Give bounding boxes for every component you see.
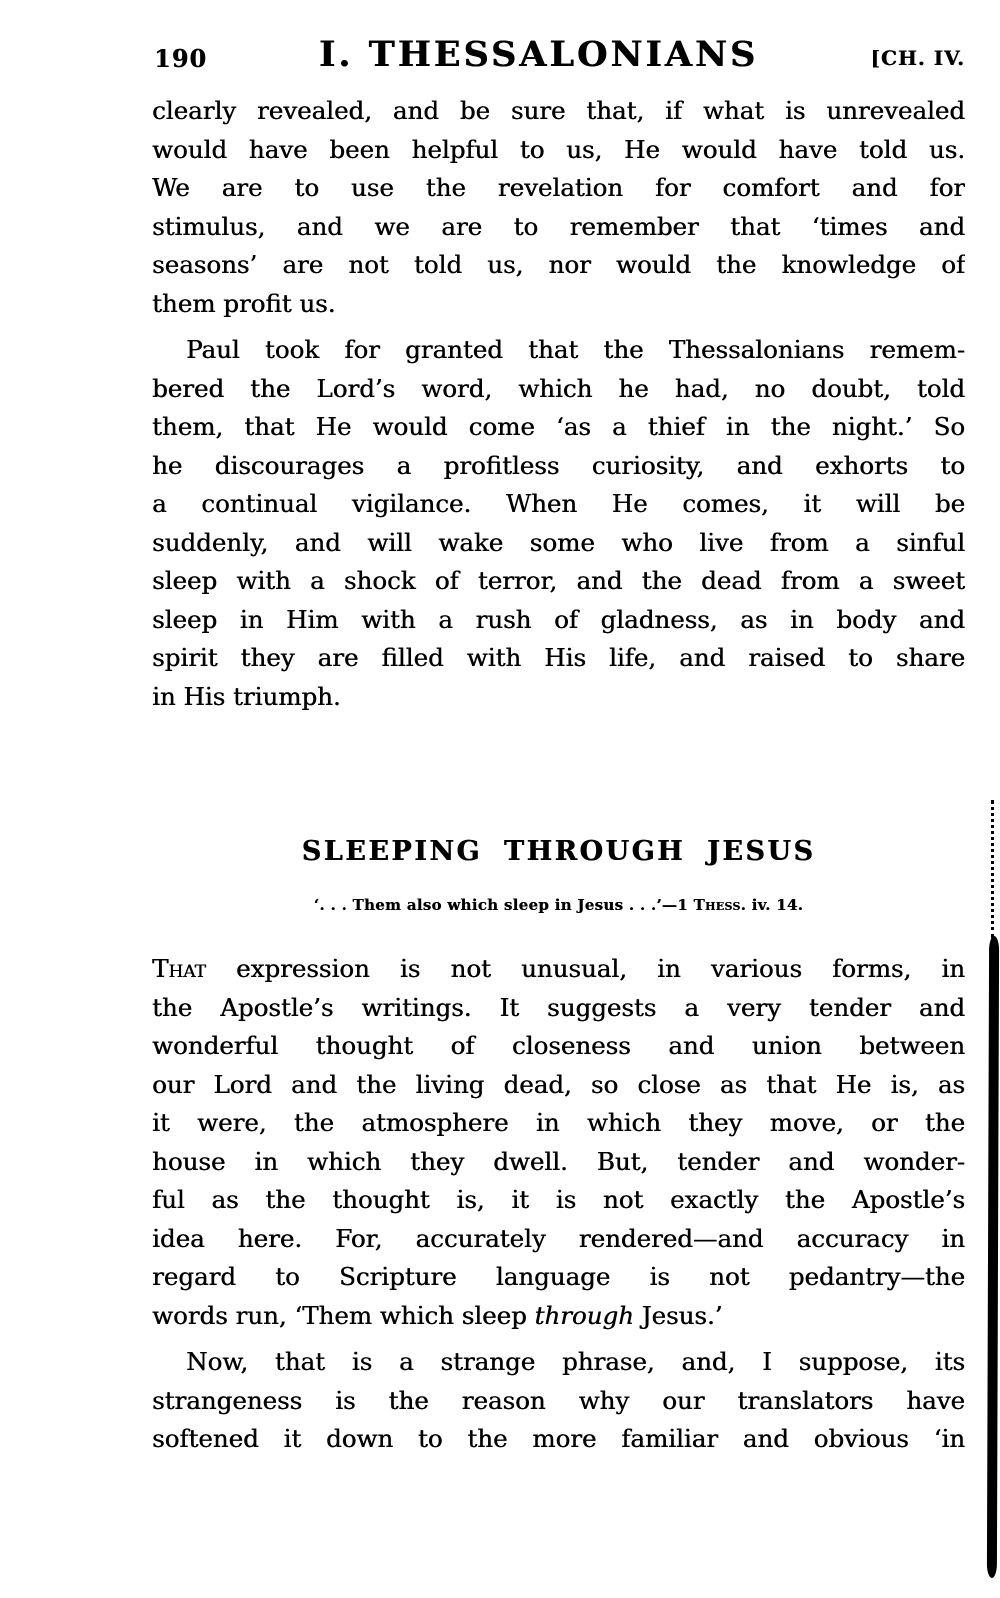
section-heading: SLEEPING THROUGH JESUS xyxy=(301,836,816,867)
text-line: We are to use the revelation for comfort and for xyxy=(152,173,965,202)
text-line xyxy=(152,1297,965,1336)
text-line: spirit they are filled with His life, and raised to share xyxy=(152,643,965,672)
top-paragraphs xyxy=(152,92,965,716)
text-line: Paul took for granted that the Thessalonians remem- xyxy=(186,335,965,364)
text-line: ful as the thought is, it is not exactly the Apostle’s xyxy=(152,1185,965,1214)
small-caps-text: Jesus.’ xyxy=(633,1300,723,1330)
running-title: I. THESSALONIANS xyxy=(318,34,759,75)
scan-artifact-ink-bar xyxy=(987,936,999,1578)
bottom-paragraphs xyxy=(152,950,965,1459)
paragraph xyxy=(152,1343,965,1459)
text-line: our Lord and the living dead, so close as that He is, as xyxy=(152,1069,965,1099)
small-caps-text: Thess. xyxy=(693,896,747,914)
small-caps-text: words run, ‘Them which sleep xyxy=(152,1300,535,1330)
text-line: the Apostle’s writings. It suggests a very tender and xyxy=(152,992,965,1022)
text-line: clearly revealed, and be sure that, if what is unrevealed xyxy=(152,96,965,125)
text-line: sleep in Him with a rush of gladness, as in body and xyxy=(152,604,965,634)
text-line: would have been helpful to us, He would have told us. xyxy=(152,134,965,164)
page-body xyxy=(152,92,965,1459)
text-line: idea here. For, accurately rendered—and accuracy in xyxy=(152,1223,965,1253)
text-line: house in which they dwell. But, tender and wonder- xyxy=(152,1146,965,1176)
text-line: a continual vigilance. When He comes, it will be xyxy=(152,489,965,518)
small-caps-text: iv. 14. xyxy=(746,896,804,914)
running-header xyxy=(152,34,965,80)
text-line: sleep with a shock of terror, and the dead from a sweet xyxy=(152,566,965,595)
text-line: bered the Lord’s word, which he had, no doubt, told xyxy=(152,373,965,403)
text-line xyxy=(152,950,965,989)
chapter-reference: [CH. IV. xyxy=(870,46,965,70)
text-line: in His triumph. xyxy=(152,681,341,711)
small-caps-text: expression is not unusual, in various forms, in xyxy=(205,954,965,983)
paragraph xyxy=(152,92,965,323)
text-line: seasons’ are not told us, nor would the knowledge of xyxy=(152,250,965,279)
text-line: stimulus, and we are to remember that ‘times and xyxy=(152,211,965,241)
italic-text: through xyxy=(534,1300,634,1330)
text-line: them profit us. xyxy=(152,288,336,318)
text-line: strangeness is the reason why our translators have xyxy=(152,1385,965,1415)
text-line: suddenly, and will wake some who live from a sinful xyxy=(152,527,965,557)
text-line: it were, the atmosphere in which they move, or the xyxy=(152,1108,965,1137)
epigraph xyxy=(152,894,965,916)
text-line: he discourages a profitless curiosity, and exhorts to xyxy=(152,450,965,480)
small-caps-text: ‘. . . Them also which sleep in Jesus . . .’—1 xyxy=(313,896,694,914)
paragraph xyxy=(152,331,965,716)
text-line: them, that He would come ‘as a thief in the night.’ So xyxy=(152,412,965,441)
small-caps-text: That xyxy=(152,954,206,983)
text-line: Now, that is a strange phrase, and, I suppose, its xyxy=(186,1347,965,1376)
page-number: 190 xyxy=(154,44,208,73)
text-line: wonderful thought of closeness and union between xyxy=(152,1031,965,1060)
paragraph xyxy=(152,950,965,1335)
scan-artifact-dotted-line xyxy=(991,800,994,938)
text-line: regard to Scripture language is not pedantry—the xyxy=(152,1262,965,1291)
text-line: softened it down to the more familiar and obvious ‘in xyxy=(152,1424,965,1453)
